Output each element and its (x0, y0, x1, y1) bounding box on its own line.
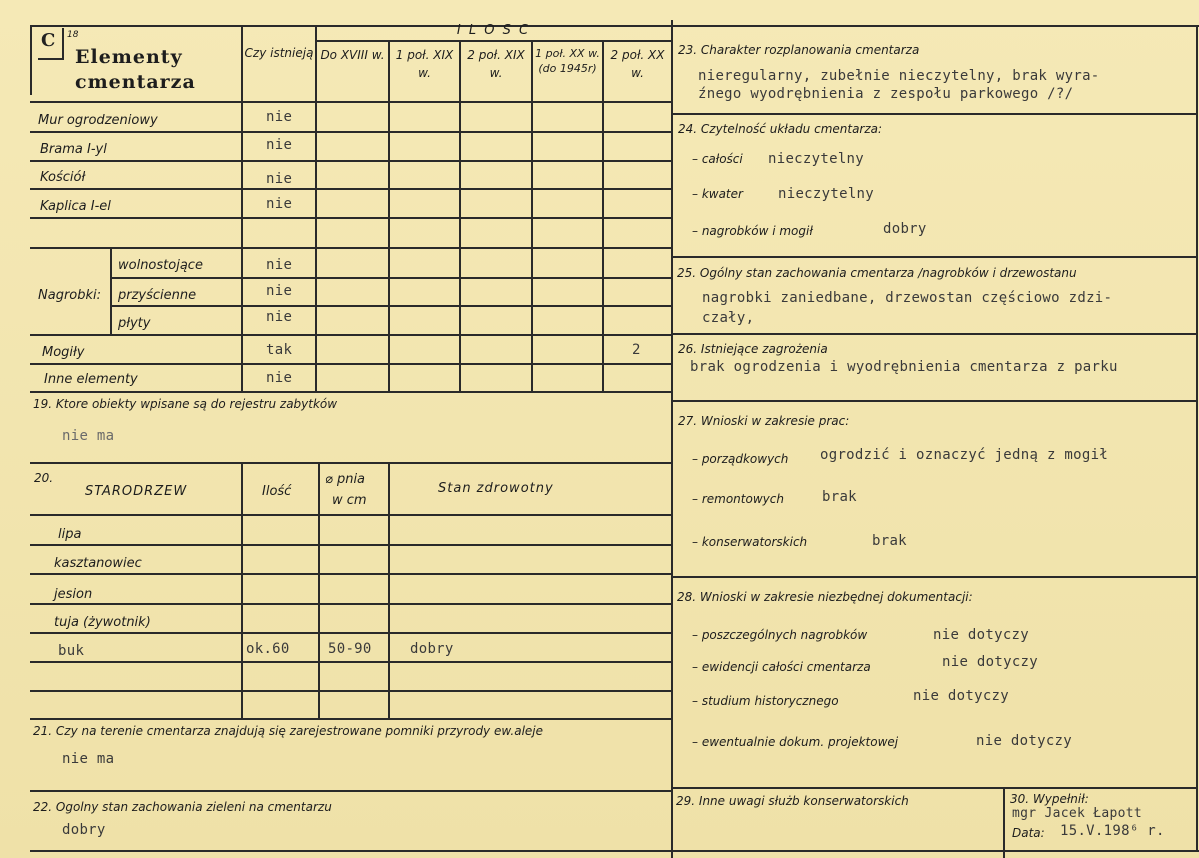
tree-state-buk: dobry (410, 641, 454, 657)
q20-number: 20. (34, 471, 54, 485)
q19-label: 19. Ktore obiekty wpisane są do rejestru zabytków (33, 397, 338, 411)
section-title-line1: Elementy (75, 46, 183, 68)
q20-col-pien-header-2: w cm (332, 493, 367, 508)
q23-bottom (672, 113, 1197, 115)
nagrobki-plyty-value: nie (266, 309, 293, 325)
q24-calosci-label: – całości (692, 152, 743, 166)
q27-konserwatorskich-value: brak (872, 533, 907, 549)
section-title-line2: cmentarza (75, 71, 196, 93)
row-line-5 (30, 247, 672, 249)
q22-answer: dobry (62, 822, 106, 838)
q30-date-label: Data: (1012, 826, 1045, 840)
header-2pol-xix: 2 poł. XIX w. (467, 48, 525, 80)
q20-row-3 (30, 603, 672, 605)
q24-kwater-label: – kwater (692, 187, 743, 201)
nagrobki-wolnostojace-label: wolnostojące (118, 258, 203, 273)
q28-bottom (672, 787, 1197, 789)
row-value-kaplica: nie (266, 196, 293, 212)
frame-right (1196, 25, 1198, 850)
q27-porzadkowych-value: ogrodzić i oznaczyć jedną z mogił (820, 447, 1109, 463)
header-ilosc: I L O S C (456, 23, 531, 38)
row-label-kosciol: Kościół (40, 170, 86, 185)
row-value-kosciol: nie (266, 171, 293, 187)
row-line-10 (30, 391, 672, 393)
mogily-value: tak (266, 342, 293, 358)
q20-col-ilosc (241, 462, 243, 718)
tree-name-tuja: tuja (żywotnik) (54, 615, 151, 630)
row-label-brama: Brama I-yl (40, 142, 107, 157)
row-line-3 (30, 188, 672, 190)
inne-label: Inne elementy (44, 372, 138, 387)
row-line-2 (30, 160, 672, 162)
q24-calosci-value: nieczytelny (768, 151, 865, 167)
col-1-20-left (531, 40, 533, 391)
q23-answer-line2: źnego wyodrębnienia z zespołu parkowego /?/ (698, 86, 1074, 102)
q24-nagrobki-value: dobry (883, 221, 927, 237)
q24-label: 24. Czytelność układu cmentarza: (678, 122, 883, 136)
q19-answer: nie ma (62, 428, 115, 444)
section-letter: C (41, 30, 56, 51)
col-1-19-left (388, 40, 390, 391)
frame-bottom (30, 850, 1199, 852)
q25-bottom (672, 333, 1197, 335)
left-column-edge (30, 25, 32, 95)
row-label-kaplica: Kaplica I-el (40, 199, 111, 214)
row-value-mur: nie (266, 109, 293, 125)
row-value-brama: nie (266, 137, 293, 153)
q26-label: 26. Istniejące zagrożenia (678, 342, 828, 356)
header-under (30, 101, 672, 103)
q20-header-under (30, 514, 672, 516)
q22-top (30, 790, 672, 792)
section-letter-box (38, 28, 64, 60)
q25-answer-line1: nagrobki zaniedbane, drzewostan częściowo zdzi- (702, 290, 1113, 306)
q28-nagrobkow-label: – poszczególnych nagrobków (692, 628, 868, 642)
center-divider (671, 20, 673, 858)
q20-top (30, 462, 672, 464)
q27-porzadkowych-label: – porządkowych (692, 452, 789, 466)
q20-row-4 (30, 632, 672, 634)
col-do18-left (315, 25, 317, 391)
tree-name-buk: buk (58, 643, 85, 659)
header-2pol-xx: 2 poł. XX w. (610, 48, 665, 80)
q20-col-stan-header: Stan zdrowotny (438, 481, 554, 496)
row-line-7 (110, 305, 672, 307)
section-number: 18 (67, 30, 79, 40)
q26-bottom (672, 400, 1197, 402)
q24-nagrobki-label: – nagrobków i mogił (692, 224, 813, 238)
header-do-xviii: Do XVIII w. (320, 48, 385, 62)
ilosc-under (315, 40, 672, 42)
q30-name: mgr Jacek Łapott (1012, 806, 1143, 821)
q20-row-6 (30, 690, 672, 692)
q24-bottom (672, 256, 1197, 258)
nagrobki-inner-left (110, 247, 112, 335)
tree-dia-buk: 50-90 (328, 641, 372, 657)
col-2-20-left (602, 40, 604, 391)
q20-bottom (30, 718, 672, 720)
tree-name-kasztanowiec: kasztanowiec (54, 556, 142, 571)
header-1pol-xix: 1 poł. XIX w. (395, 48, 454, 80)
q26-answer: brak ogrodzenia i wyodrębnienia cmentarza z parku (690, 359, 1118, 375)
q25-label: 25. Ogólny stan zachowania cmentarza /nagrobków i drzewostanu (677, 266, 1077, 280)
row-line-8 (30, 334, 672, 336)
mogily-label: Mogiły (42, 345, 85, 360)
q30-divider (1003, 787, 1005, 858)
q25-answer-line2: czały, (702, 310, 755, 326)
row-label-mur: Mur ogrodzeniowy (38, 113, 158, 128)
q23-answer-line1: nieregularny, zubełnie nieczytelny, brak wyra- (698, 68, 1100, 84)
q20-row-5 (30, 661, 672, 663)
q28-label: 28. Wnioski w zakresie niezbędnej dokumentacji: (677, 590, 973, 604)
tree-name-jesion: jesion (54, 587, 93, 602)
q28-ewidencji-label: – ewidencji całości cmentarza (692, 660, 871, 674)
q27-label: 27. Wnioski w zakresie prac: (678, 414, 850, 428)
nagrobki-przyscienne-label: przyścienne (118, 288, 197, 303)
q30-date: 15.V.198⁶ r. (1060, 823, 1165, 839)
q28-studium-label: – studium historycznego (692, 694, 839, 708)
q20-col-pien (318, 462, 320, 718)
q20-col-ilosc-header: Ilość (262, 484, 292, 499)
mogily-count: 2 (632, 342, 641, 358)
q22-label: 22. Ogolny stan zachowania zieleni na cmentarzu (33, 800, 332, 814)
q27-remontowych-value: brak (822, 489, 857, 505)
q28-projektowej-label: – ewentualnie dokum. projektowej (692, 735, 899, 749)
q21-label: 21. Czy na terenie cmentarza znajdują się zarejestrowane pomniki przyrody ew.aleje (33, 724, 544, 738)
row-line-1 (30, 131, 672, 133)
nagrobki-plyty-label: płyty (118, 316, 151, 331)
q28-projektowej-value: nie dotyczy (976, 733, 1073, 749)
col-czy-left (241, 25, 243, 391)
q27-remontowych-label: – remontowych (692, 492, 784, 506)
nagrobki-wolnostojace-value: nie (266, 257, 293, 273)
q20-col-pien-header-1: ⌀ pnia (325, 472, 366, 487)
q28-nagrobkow-value: nie dotyczy (933, 627, 1030, 643)
q20-row-2 (30, 573, 672, 575)
row-line-6 (110, 277, 672, 279)
col-2-19-left (459, 40, 461, 391)
q27-bottom (672, 576, 1197, 578)
q28-ewidencji-value: nie dotyczy (942, 654, 1039, 670)
nagrobki-label: Nagrobki: (38, 288, 102, 303)
tree-name-lipa: lipa (58, 527, 82, 542)
header-czy-istnieja: Czy istnieją (244, 46, 314, 60)
row-line-4 (30, 217, 672, 219)
row-line-9 (30, 363, 672, 365)
q20-row-1 (30, 544, 672, 546)
inne-value: nie (266, 370, 293, 386)
nagrobki-przyscienne-value: nie (266, 283, 293, 299)
q27-konserwatorskich-label: – konserwatorskich (692, 535, 808, 549)
q30-label: 30. Wypełnił: (1010, 792, 1089, 806)
q29-label: 29. Inne uwagi służb konserwatorskich (676, 794, 909, 808)
q20-title: STARODRZEW (85, 484, 188, 499)
q28-studium-value: nie dotyczy (913, 688, 1010, 704)
q24-kwater-value: nieczytelny (778, 186, 875, 202)
q20-col-stan (388, 462, 390, 718)
q21-answer: nie ma (62, 751, 115, 767)
tree-qty-buk: ok.60 (246, 641, 290, 657)
header-1pol-xx: 1 poł. XX w. (do 1945r) (535, 47, 600, 75)
q23-label: 23. Charakter rozplanowania cmentarza (678, 43, 920, 57)
